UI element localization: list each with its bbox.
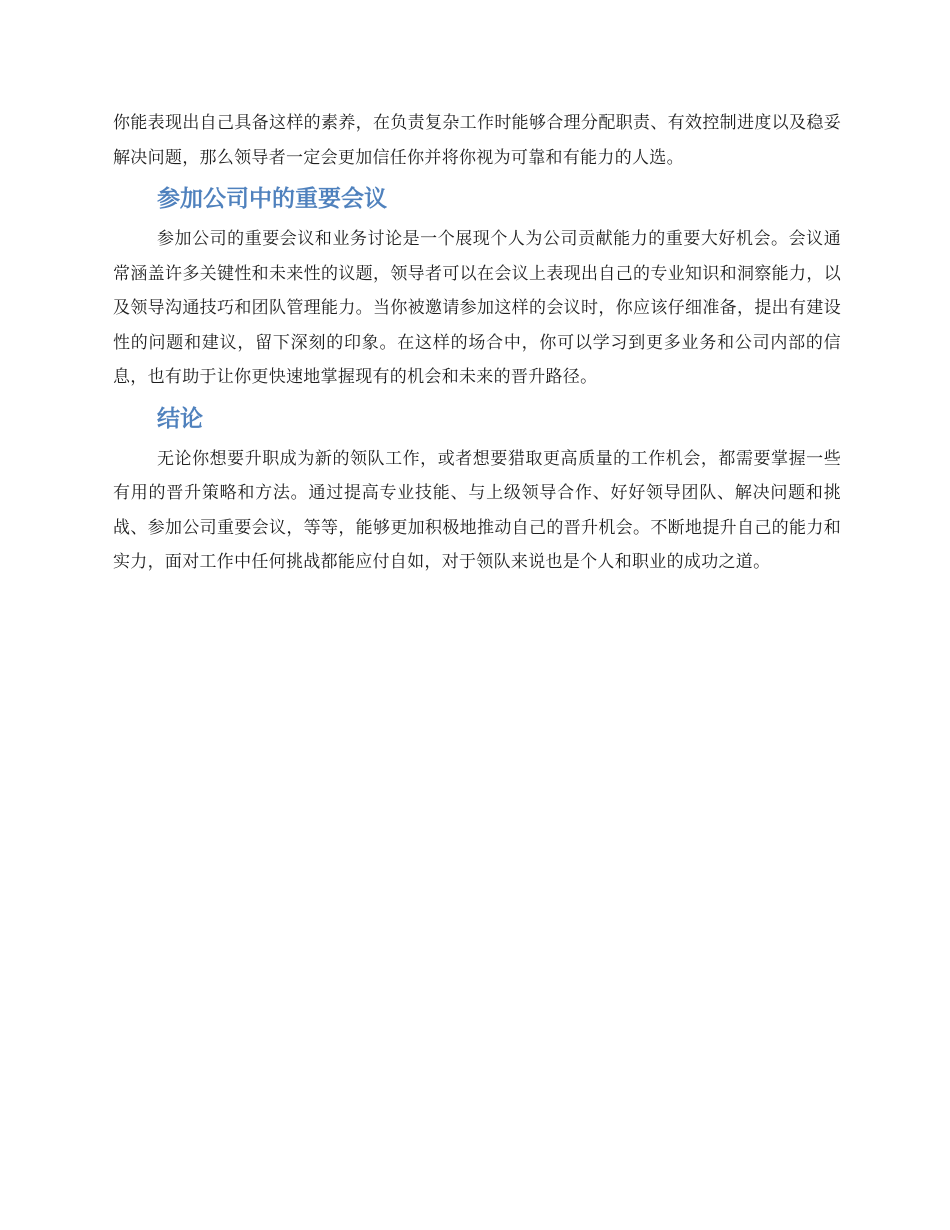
paragraph-conclusion: 无论你想要升职成为新的领队工作，或者想要猎取更高质量的工作机会，都需要掌握一些有用的晋升策略和方法。通过提高专业技能、与上级领导合作、好好领导团队、解决问题和挑战、参加公司重要会议，等等，能够更加积极地推动自己的晋升机会。不断地提升自己的能力和实力，面对工作中任何挑战都能应付自如，对于领队来说也是个人和职业的成功之道。 xyxy=(113,448,841,572)
document-page xyxy=(113,106,841,580)
paragraph-meetings: 参加公司的重要会议和业务讨论是一个展现个人为公司贡献能力的重要大好机会。会议通常涵盖许多关键性和未来性的议题，领导者可以在会议上表现出自己的专业知识和洞察能力，以及领导沟通技巧和团队管理能力。当你被邀请参加这样的会议时，你应该仔细准备，提出有建设性的问题和建议，留下深刻的印象。在这样的场合中，你可以学习到更多业务和公司内部的信息，也有助于让你更快速地掌握现有的机会和未来的晋升路径。 xyxy=(113,229,841,387)
section-heading-meetings: 参加公司中的重要会议 xyxy=(157,186,387,212)
section-heading-conclusion: 结论 xyxy=(157,405,203,432)
paragraph-intro-continued: 你能表现出自己具备这样的素养，在负责复杂工作时能够合理分配职责、有效控制进度以及稳妥解决问题，那么领导者一定会更加信任你并将你视为可靠和有能力的人选。 xyxy=(113,113,841,168)
